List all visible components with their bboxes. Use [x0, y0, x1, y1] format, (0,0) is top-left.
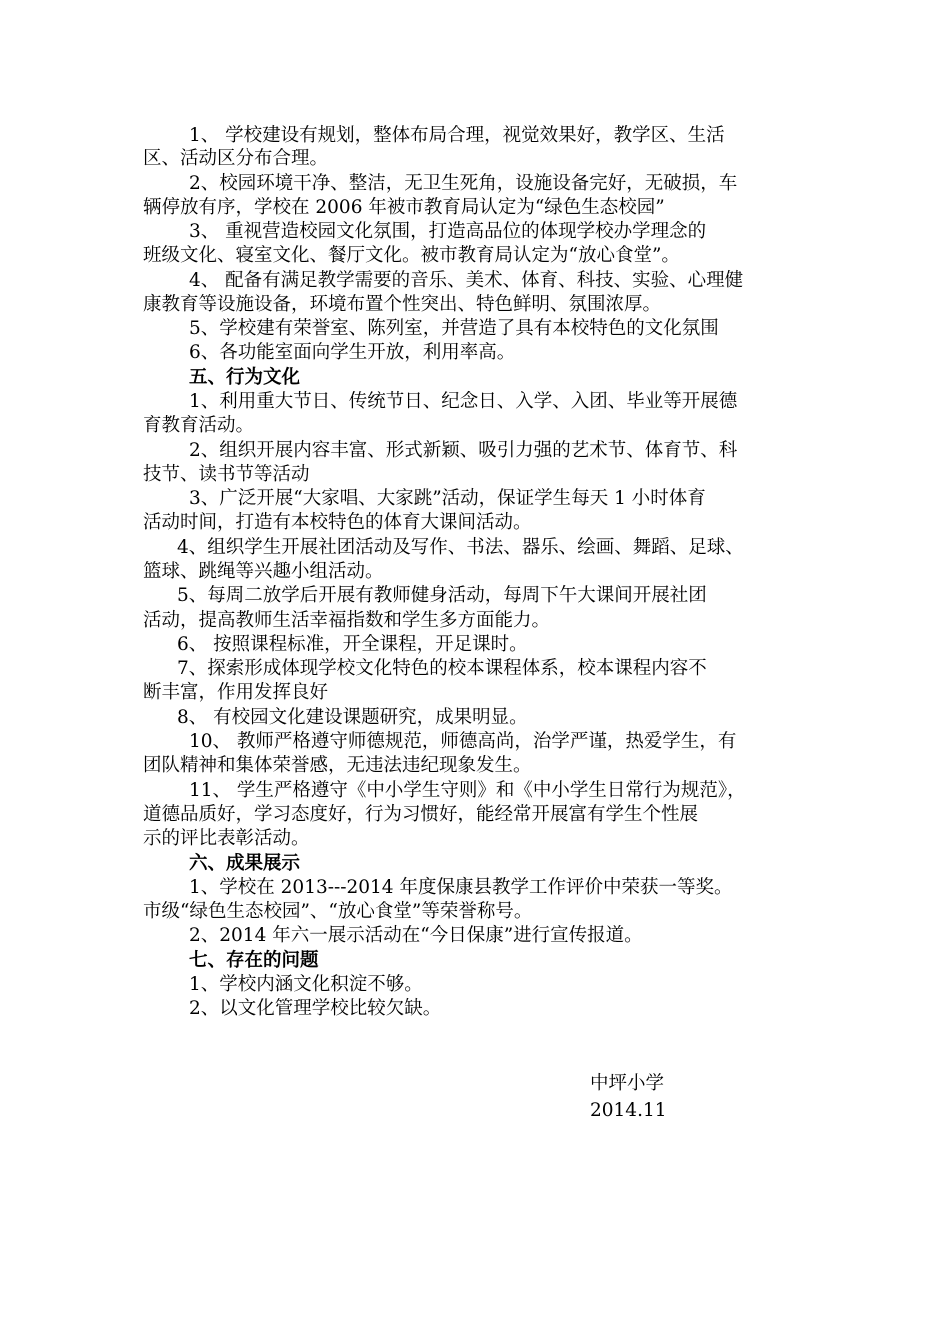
- paragraph-line: 2、组织开展内容丰富、形式新颖、吸引力强的艺术节、体育节、科: [189, 440, 738, 461]
- paragraph-line: 1、利用重大节日、传统节日、纪念日、入学、入团、毕业等开展德: [189, 391, 738, 412]
- paragraph-line: 活动时间，打造有本校特色的体育大课间活动。: [143, 512, 532, 533]
- paragraph-line: 3、广泛开展“大家唱、大家跳”活动，保证学生每天 1 小时体育: [189, 488, 706, 509]
- paragraph-line: 2、校园环境干净、整洁，无卫生死角，设施设备完好，无破损，车: [189, 173, 738, 194]
- paragraph-line: 篮球、跳绳等兴趣小组活动。: [143, 561, 384, 582]
- paragraph-line: 班级文化、寝室文化、餐厅文化。被市教育局认定为“放心食堂”。: [143, 245, 680, 266]
- paragraph-line: 断丰富，作用发挥良好: [143, 682, 329, 703]
- paragraph-line: 3、 重视营造校园文化氛围，打造高品位的体现学校办学理念的: [189, 221, 707, 242]
- signature-school: 中坪小学: [590, 1073, 665, 1094]
- paragraph-line: 1、学校内涵文化积淀不够。: [189, 974, 423, 995]
- paragraph-line: 7、探索形成体现学校文化特色的校本课程体系，校本课程内容不: [177, 658, 707, 679]
- paragraph-line: 辆停放有序，学校在 2006 年被市教育局认定为“绿色生态校园”: [143, 197, 665, 218]
- paragraph-line: 1、学校在 2013---2014 年度保康县教学工作评价中荣获一等奖。: [189, 877, 733, 898]
- paragraph-line: 4、 配备有满足教学需要的音乐、美术、体育、科技、实验、心理健: [189, 270, 744, 291]
- paragraph-line: 5、每周二放学后开展有教师健身活动，每周下午大课间开展社团: [177, 585, 707, 606]
- section-heading: 六、成果展示: [189, 853, 301, 874]
- paragraph-line: 11、 学生严格遵守《中小学生守则》和《中小学生日常行为规范》，: [189, 780, 746, 801]
- section-heading: 五、行为文化: [189, 367, 301, 388]
- paragraph-line: 5、学校建有荣誉室、陈列室，并营造了具有本校特色的文化氛围: [189, 318, 719, 339]
- paragraph-line: 6、 按照课程标准，开全课程，开足课时。: [177, 634, 528, 655]
- paragraph-line: 6、各功能室面向学生开放，利用率高。: [189, 342, 516, 363]
- paragraph-line: 示的评比表彰活动。: [143, 828, 310, 849]
- paragraph-line: 4、组织学生开展社团活动及写作、书法、器乐、绘画、舞蹈、足球、: [177, 537, 744, 558]
- paragraph-line: 育教育活动。: [143, 415, 255, 436]
- paragraph-line: 康教育等设施设备，环境布置个性突出、特色鲜明、氛围浓厚。: [143, 294, 662, 315]
- section-heading: 七、存在的问题: [189, 950, 319, 971]
- paragraph-line: 市级“绿色生态校园”、“放心食堂”等荣誉称号。: [143, 901, 533, 922]
- paragraph-line: 2、2014 年六一展示活动在“今日保康”进行宣传报道。: [189, 925, 643, 946]
- paragraph-line: 1、 学校建设有规划，整体布局合理，视觉效果好，教学区、生活: [189, 125, 725, 146]
- paragraph-line: 8、 有校园文化建设课题研究，成果明显。: [177, 707, 528, 728]
- paragraph-line: 10、 教师严格遵守师德规范，师德高尚，治学严谨，热爱学生，有: [189, 731, 737, 752]
- paragraph-line: 道德品质好，学习态度好，行为习惯好，能经常开展富有学生个性展: [143, 804, 699, 825]
- paragraph-line: 区、活动区分布合理。: [143, 148, 329, 169]
- signature-date: 2014.11: [590, 1100, 667, 1121]
- paragraph-line: 2、以文化管理学校比较欠缺。: [189, 998, 442, 1019]
- paragraph-line: 活动，提高教师生活幸福指数和学生多方面能力。: [143, 610, 551, 631]
- paragraph-line: 团队精神和集体荣誉感，无违法违纪现象发生。: [143, 755, 532, 776]
- paragraph-line: 技节、读书节等活动: [143, 464, 310, 485]
